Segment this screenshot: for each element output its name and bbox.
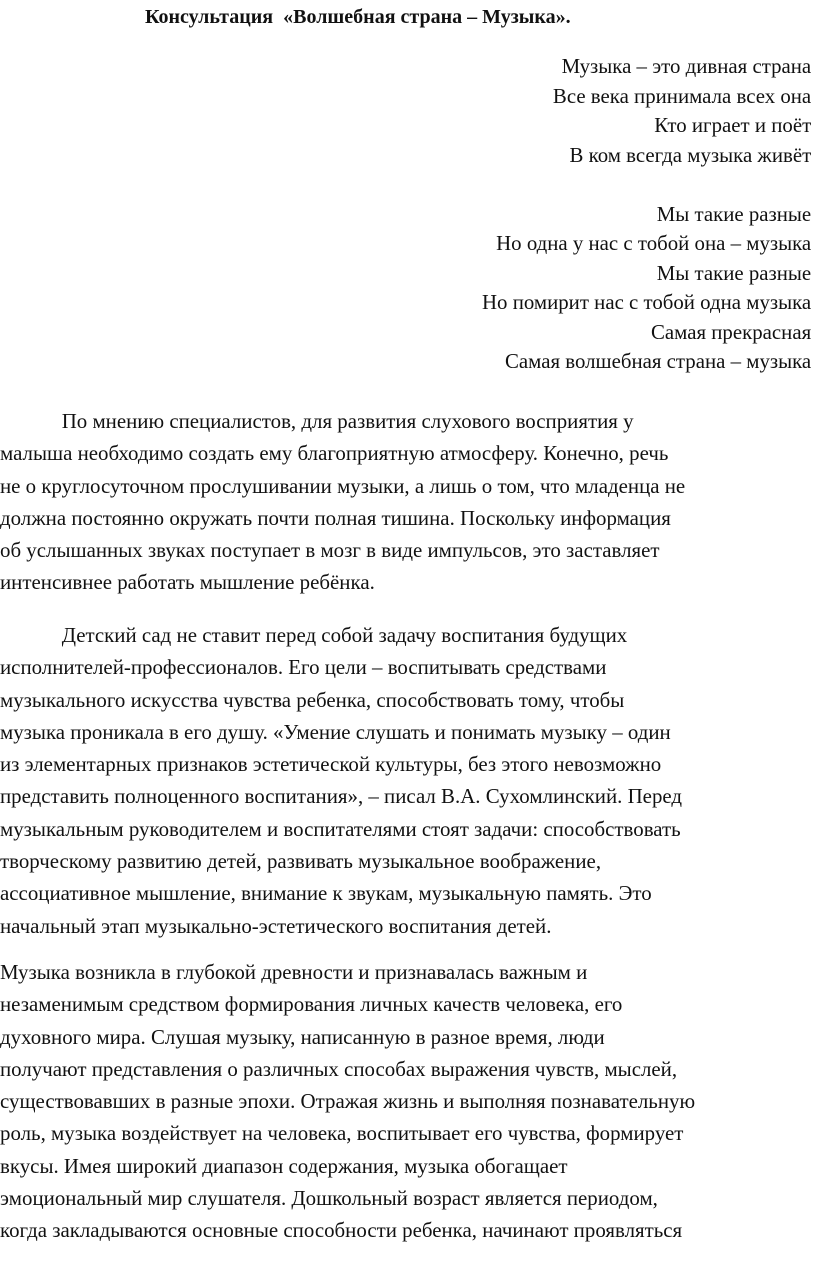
text-line: музыка проникала в его душу. «Умение слушать и понимать музыку – один <box>0 719 671 744</box>
poem-line: Но одна у нас с тобой она – музыка <box>496 231 812 255</box>
paragraph-music-history <box>0 956 816 1247</box>
text-line: роль, музыка воздействует на человека, воспитывает его чувства, формирует <box>0 1121 684 1146</box>
text-line: незаменимым средством формирования личных качеств человека, его <box>0 992 623 1017</box>
text-line: интенсивнее работать мышление ребёнка. <box>0 570 375 595</box>
text-line: эмоциональный мир слушателя. Дошкольный возраст является периодом, <box>0 1186 658 1211</box>
text-line: начальный этап музыкально-эстетического воспитания детей. <box>0 913 552 938</box>
epigraph-poem <box>482 52 814 377</box>
stanza-gap <box>482 170 814 200</box>
text-line: когда закладываются основные способности ребенка, начинают проявляться <box>0 1218 683 1243</box>
text-line: должна постоянно окружать почти полная тишина. Поскольку информация <box>0 505 671 530</box>
paragraph-hearing-development <box>0 405 816 599</box>
poem-line: Все века принимала всех она <box>553 83 812 108</box>
paragraph-kindergarten-goals <box>0 619 816 942</box>
text-line: исполнителей-профессионалов. Его цели – воспитывать средствами <box>0 655 607 680</box>
text-line: Детский сад не ставит перед собой задачу воспитания будущих <box>61 623 628 647</box>
poem-line: Кто играет и поёт <box>654 113 812 137</box>
poem-line: Музыка – это дивная страна <box>562 54 812 78</box>
poem-line: Мы такие разные <box>657 201 812 226</box>
text-line: музыкального искусства чувства ребенка, способствовать тому, чтобы <box>0 687 625 712</box>
text-line: получают представления о различных способах выражения чувств, мыслей, <box>0 1056 678 1081</box>
poem-line: Но помирит нас с тобой одна музыка <box>482 290 812 314</box>
poem-line: Самая прекрасная <box>651 319 812 344</box>
text-line: Музыка возникла в глубокой древности и признавалась важным и <box>0 960 588 984</box>
poem-line: Самая волшебная страна – музыка <box>505 349 812 373</box>
text-line: не о круглосуточном прослушивании музыки, а лишь о том, что младенца не <box>0 473 686 498</box>
poem-line: В ком всегда музыка живёт <box>570 142 812 167</box>
text-line: существовавших в разные эпохи. Отражая жизнь и выполняя познавательную <box>0 1089 696 1114</box>
text-line: малыша необходимо создать ему благоприятную атмосферу. Конечно, речь <box>0 441 669 466</box>
text-line: ассоциативное мышление, внимание к звукам, музыкальную память. Это <box>0 881 652 906</box>
text-line: об услышанных звуках поступает в мозг в виде импульсов, это заставляет <box>0 538 660 563</box>
text-line: представить полноценного воспитания», – писал В.А. Сухомлинский. Перед <box>0 784 683 809</box>
text-line: вкусы. Имея широкий диапазон содержания, музыка обогащает <box>0 1153 568 1178</box>
text-line: духовного мира. Слушая музыку, написанную в разное время, люди <box>0 1024 605 1049</box>
document-title: Консультация «Волшебная страна – Музыка». <box>145 6 571 28</box>
poem-line: Мы такие разные <box>657 260 812 285</box>
text-line: из элементарных признаков эстетической культуры, без этого невозможно <box>0 752 662 777</box>
text-line: музыкальным руководителем и воспитателями стоят задачи: способствовать <box>0 816 681 841</box>
text-line: творческому развитию детей, развивать музыкальное воображение, <box>0 849 602 874</box>
text-line: По мнению специалистов, для развития слухового восприятия у <box>61 409 634 433</box>
